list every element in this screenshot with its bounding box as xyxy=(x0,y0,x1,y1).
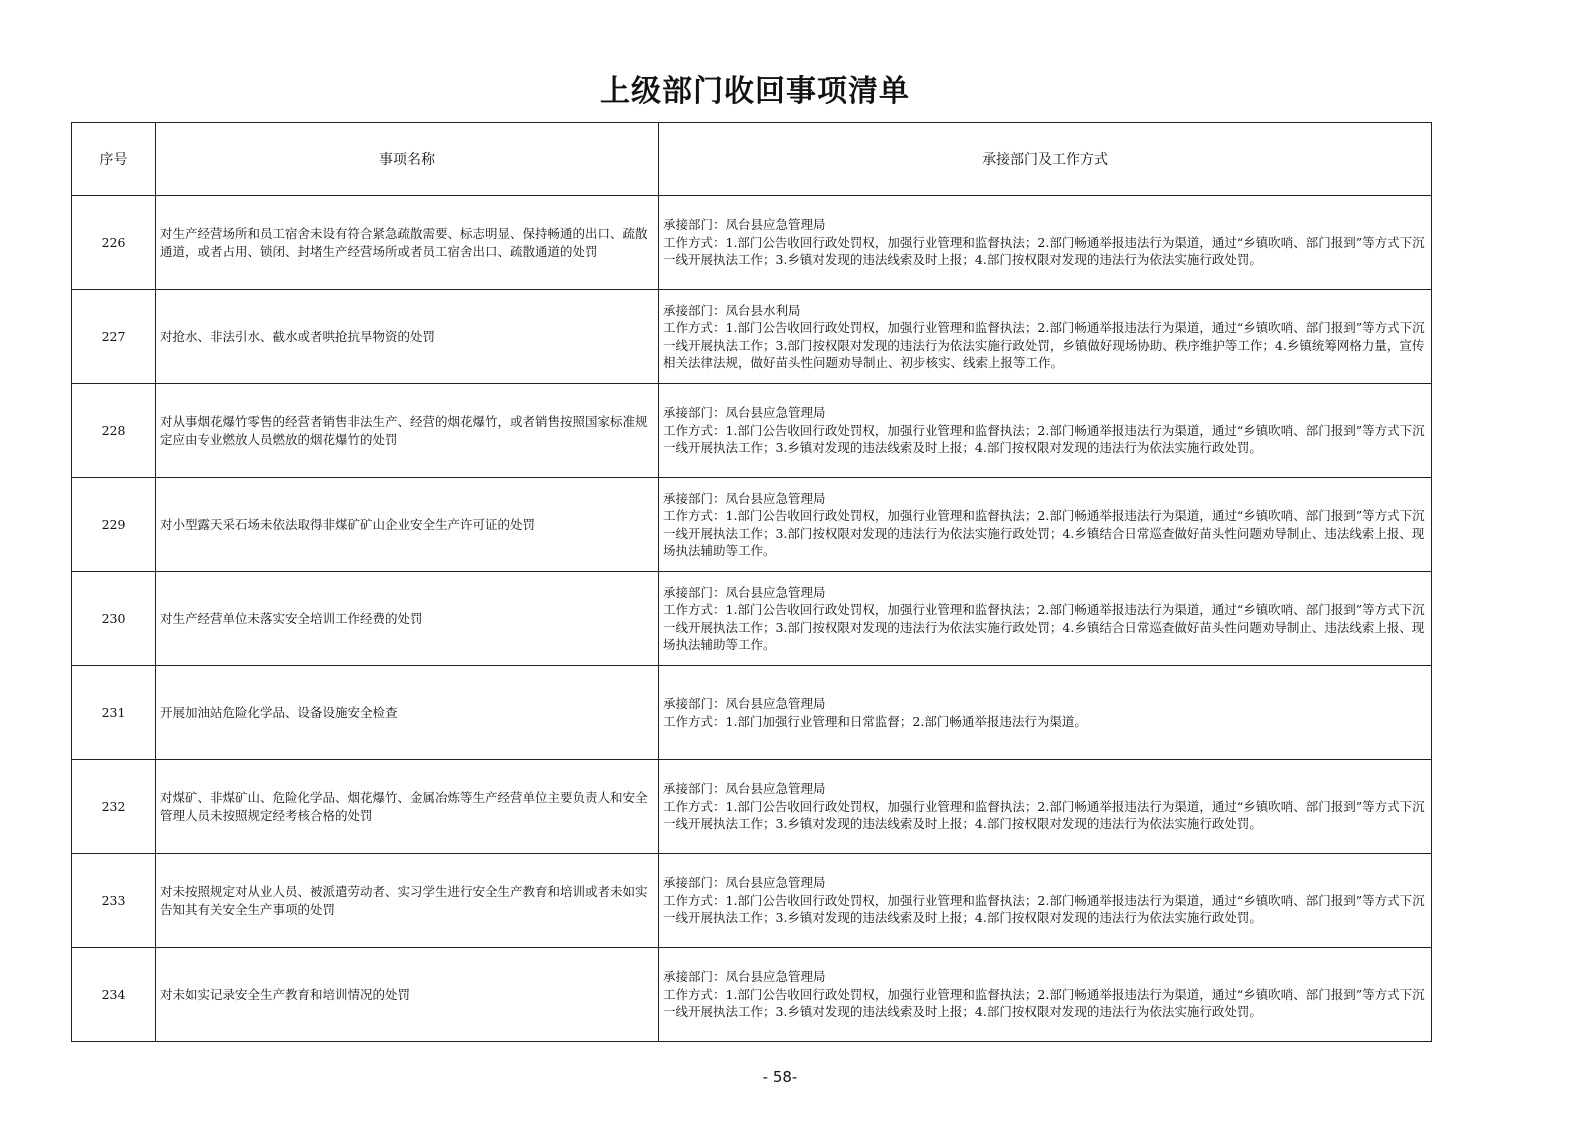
dept-cell xyxy=(659,666,1432,760)
table-row xyxy=(72,666,1432,760)
table-row xyxy=(72,196,1432,290)
page-title: 上级部门收回事项清单 xyxy=(600,74,910,109)
item-name: 对小型露天采石场未依法取得非煤矿矿山企业安全生产许可证的处罚 xyxy=(156,478,659,572)
table-row xyxy=(72,290,1432,384)
item-name: 对煤矿、非煤矿山、危险化学品、烟花爆竹、金属冶炼等生产经营单位主要负责人和安全管理人员未按照规定经考核合格的处罚 xyxy=(156,760,659,854)
dept-cell xyxy=(659,196,1432,290)
table-row xyxy=(72,478,1432,572)
header-no: 序号 xyxy=(72,123,156,196)
row-number: 232 xyxy=(72,760,156,854)
row-number: 226 xyxy=(72,196,156,290)
dept-cell xyxy=(659,760,1432,854)
dept-cell xyxy=(659,290,1432,384)
items-table xyxy=(71,122,1432,1042)
dept-name: 承接部门：凤台县应急管理局 xyxy=(663,405,826,421)
dept-name: 承接部门：凤台县应急管理局 xyxy=(663,696,826,711)
row-number: 234 xyxy=(72,948,156,1042)
item-name: 开展加油站危险化学品、设备设施安全检查 xyxy=(156,666,659,760)
dept-name: 承接部门：凤台县应急管理局 xyxy=(663,875,826,891)
work-method: 工作方式：1.部门公告收回行政处罚权，加强行业管理和监督执法；2.部门畅通举报违法行为渠道，通过“乡镇吹哨、部门报到”等方式下沉一线开展执法工作；3.部门按权限对发现的违法行为依法实施行政处罚；4.乡镇结合日常巡查做好苗头性问题劝导制止、违法线索上报、现场执法辅助等工作。 xyxy=(663,602,1425,652)
dept-name: 承接部门：凤台县水利局 xyxy=(663,302,801,318)
page-number: - 58- xyxy=(762,1068,798,1086)
dept-name: 承接部门：凤台县应急管理局 xyxy=(663,490,826,506)
work-method: 工作方式：1.部门公告收回行政处罚权，加强行业管理和监督执法；2.部门畅通举报违法行为渠道，通过“乡镇吹哨、部门报到”等方式下沉一线开展执法工作；3.乡镇对发现的违法线索及时上报；4.部门按权限对发现的违法行为依法实施行政处罚。 xyxy=(663,798,1425,832)
work-method: 工作方式：1.部门公告收回行政处罚权，加强行业管理和监督执法；2.部门畅通举报违法行为渠道，通过“乡镇吹哨、部门报到”等方式下沉一线开展执法工作；3.部门按权限对发现的违法行为依法实施行政处罚，乡镇做好现场协助、秩序维护等工作；4.乡镇统筹网格力量，宣传相关法律法规，做好苗头性问题劝导制止、初步核实、线索上报等工作。 xyxy=(663,320,1425,370)
dept-cell xyxy=(659,572,1432,666)
table-row xyxy=(72,854,1432,948)
table-header-row xyxy=(72,123,1432,196)
header-dept: 承接部门及工作方式 xyxy=(659,123,1432,196)
dept-name: 承接部门：凤台县应急管理局 xyxy=(663,584,826,600)
row-number: 231 xyxy=(72,666,156,760)
table-row xyxy=(72,760,1432,854)
work-method: 工作方式：1.部门公告收回行政处罚权，加强行业管理和监督执法；2.部门畅通举报违法行为渠道，通过“乡镇吹哨、部门报到”等方式下沉一线开展执法工作；3.乡镇对发现的违法线索及时上报；4.部门按权限对发现的违法行为依法实施行政处罚。 xyxy=(663,234,1425,268)
row-number: 230 xyxy=(72,572,156,666)
item-name: 对从事烟花爆竹零售的经营者销售非法生产、经营的烟花爆竹，或者销售按照国家标准规定应由专业燃放人员燃放的烟花爆竹的处罚 xyxy=(156,384,659,478)
dept-name: 承接部门：凤台县应急管理局 xyxy=(663,969,826,985)
item-name: 对未按照规定对从业人员、被派遣劳动者、实习学生进行安全生产教育和培训或者未如实告知其有关安全生产事项的处罚 xyxy=(156,854,659,948)
row-number: 233 xyxy=(72,854,156,948)
item-name: 对抢水、非法引水、截水或者哄抢抗旱物资的处罚 xyxy=(156,290,659,384)
item-name: 对生产经营场所和员工宿舍未设有符合紧急疏散需要、标志明显、保持畅通的出口、疏散通道，或者占用、锁闭、封堵生产经营场所或者员工宿舍出口、疏散通道的处罚 xyxy=(156,196,659,290)
work-method: 工作方式：1.部门公告收回行政处罚权，加强行业管理和监督执法；2.部门畅通举报违法行为渠道，通过“乡镇吹哨、部门报到”等方式下沉一线开展执法工作；3.乡镇对发现的违法线索及时上报；4.部门按权限对发现的违法行为依法实施行政处罚。 xyxy=(663,422,1425,456)
work-method: 工作方式：1.部门公告收回行政处罚权，加强行业管理和监督执法；2.部门畅通举报违法行为渠道，通过“乡镇吹哨、部门报到”等方式下沉一线开展执法工作；3.部门按权限对发现的违法行为依法实施行政处罚；4.乡镇结合日常巡查做好苗头性问题劝导制止、违法线索上报、现场执法辅助等工作。 xyxy=(663,508,1425,558)
row-number: 228 xyxy=(72,384,156,478)
header-name: 事项名称 xyxy=(156,123,659,196)
dept-name: 承接部门：凤台县应急管理局 xyxy=(663,217,826,233)
dept-cell xyxy=(659,948,1432,1042)
dept-cell xyxy=(659,384,1432,478)
dept-name: 承接部门：凤台县应急管理局 xyxy=(663,781,826,797)
work-method: 工作方式：1.部门加强行业管理和日常监督；2.部门畅通举报违法行为渠道。 xyxy=(663,713,1087,729)
item-name: 对生产经营单位未落实安全培训工作经费的处罚 xyxy=(156,572,659,666)
row-number: 227 xyxy=(72,290,156,384)
dept-cell xyxy=(659,854,1432,948)
work-method: 工作方式：1.部门公告收回行政处罚权，加强行业管理和监督执法；2.部门畅通举报违法行为渠道，通过“乡镇吹哨、部门报到”等方式下沉一线开展执法工作；3.乡镇对发现的违法线索及时上报；4.部门按权限对发现的违法行为依法实施行政处罚。 xyxy=(663,986,1425,1020)
item-name: 对未如实记录安全生产教育和培训情况的处罚 xyxy=(156,948,659,1042)
work-method: 工作方式：1.部门公告收回行政处罚权，加强行业管理和监督执法；2.部门畅通举报违法行为渠道，通过“乡镇吹哨、部门报到”等方式下沉一线开展执法工作；3.乡镇对发现的违法线索及时上报；4.部门按权限对发现的违法行为依法实施行政处罚。 xyxy=(663,892,1425,926)
table-row xyxy=(72,948,1432,1042)
dept-cell xyxy=(659,478,1432,572)
table-row xyxy=(72,384,1432,478)
table-row xyxy=(72,572,1432,666)
row-number: 229 xyxy=(72,478,156,572)
